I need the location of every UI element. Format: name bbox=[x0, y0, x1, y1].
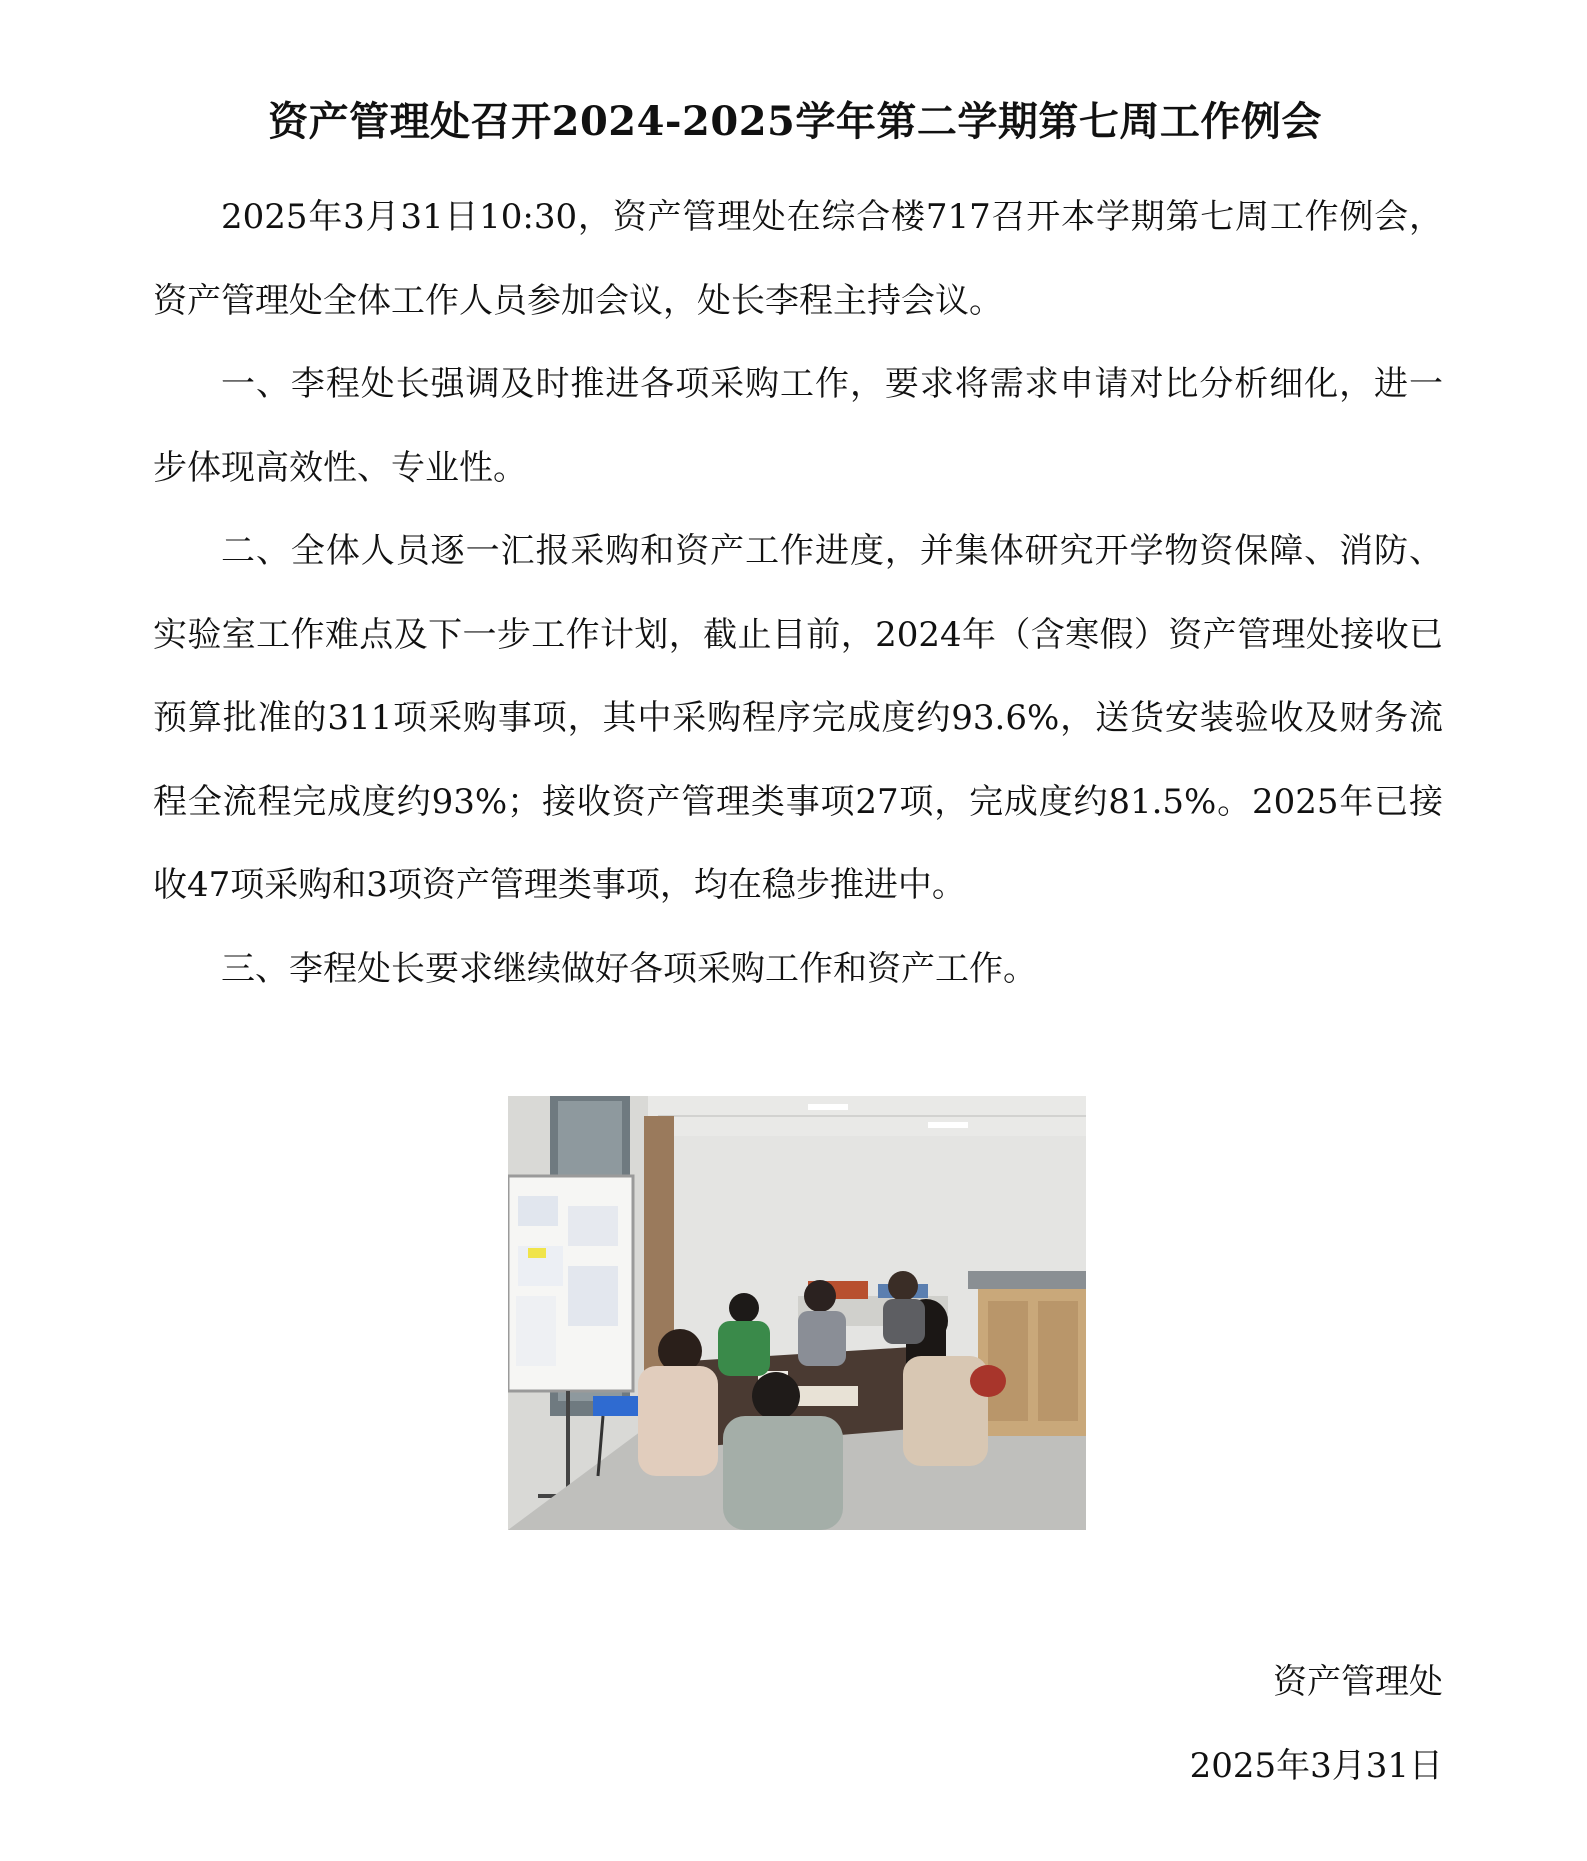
paragraph-point-two: 二、全体人员逐一汇报采购和资产工作进度，并集体研究开学物资保障、消防、实验室工作难点及下一步工作计划，截止目前，2024年（含寒假）资产管理处接收已预算批准的311项采购事项，其中采购程序完成度约93.6%，送货安装验收及财务流程全流程完成度约93%；接收资产管理类事项27项，完成度约81.5%。2025年已接收47项采购和3项资产管理类事项，均在稳步推进中。 bbox=[153, 531, 1443, 905]
document-body bbox=[153, 176, 1443, 1011]
signature-department: 资产管理处 bbox=[1273, 1662, 1443, 1702]
signature-block bbox=[1190, 1640, 1443, 1808]
document-title: 资产管理处召开2024-2025学年第二学期第七周工作例会 bbox=[268, 98, 1322, 145]
meeting-photo bbox=[508, 1096, 1086, 1530]
paragraph-point-one: 一、李程处长强调及时推进各项采购工作，要求将需求申请对比分析细化，进一步体现高效性、专业性。 bbox=[153, 364, 1443, 488]
signature-date: 2025年3月31日 bbox=[1189, 1746, 1443, 1786]
paragraph-point-three: 三、李程处长要求继续做好各项采购工作和资产工作。 bbox=[221, 948, 1037, 989]
paragraph-intro: 2025年3月31日10:30，资产管理处在综合楼717召开本学期第七周工作例会，资产管理处全体工作人员参加会议，处长李程主持会议。 bbox=[153, 197, 1443, 321]
